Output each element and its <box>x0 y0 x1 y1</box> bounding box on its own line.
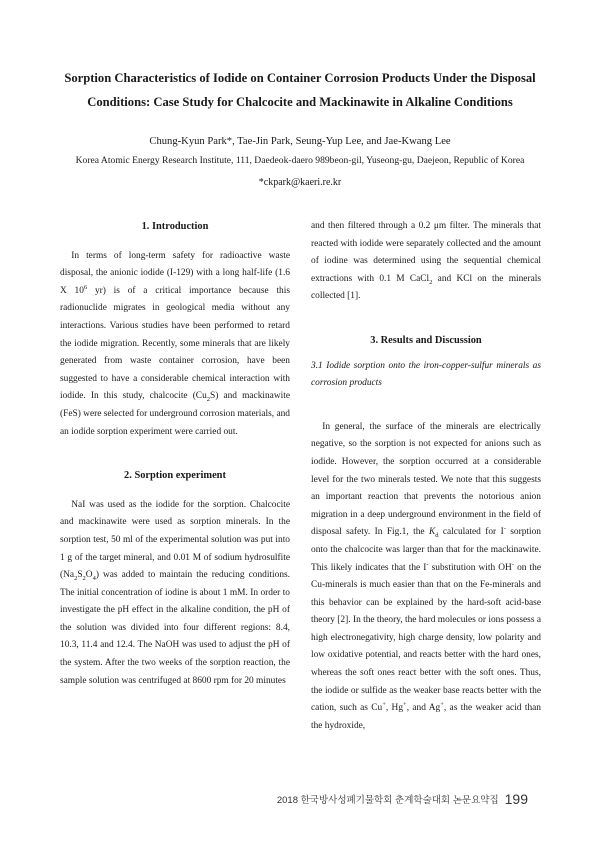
text-span: and KCl on the minerals collected [1]. <box>311 273 541 302</box>
corresponding-email: *ckpark@kaeri.re.kr <box>258 177 342 188</box>
text-span: ) was added to maintain the reducing conditions. The initial concentration of iodine is about 1 mM. In order to investigate the pH effect in the alkaline condition, the pH of the solution was divided into four different regions: 8.4, 10.3, 11.4 and 12.4. The NaOH was used to adjust the pH of the system. After the two weeks of the sorption reaction, the sample solution was centrifuged at 8600 rpm for 20 minutes <box>60 570 290 686</box>
superscript: + <box>382 701 386 709</box>
text-span: NaI was used as the iodide for the sorption. Chalcocite and mackinawite were used as sorption minerals. In the sorption test, 50 ml of the experimental solution was put into 1 g of the target mineral, and 0.01 M of sodium hydrosulfite (Na <box>60 499 290 581</box>
subscript: 4 <box>92 574 96 582</box>
text-span: yr) is of a critical importance because this radionuclide migrates in geological media without any interactions. Various studies have been performed to retard the iodide migration. Recently, some minerals that are likely generated from waste container corrosion, have been suggested to have a considerable chemical interaction with iodide. In this study, chalcocite (Cu <box>60 285 290 402</box>
superscript: 6 <box>83 283 88 291</box>
text-span: , Hg <box>385 703 404 714</box>
text-span: S <box>77 570 83 581</box>
text-span: In general, the surface of the minerals are electrically negative, so the sorption is not expected for anions such as iodide. However, the sorption occurred at a considerable level for the two minerals tested. We note that this suggests an important reaction that prevents the notorious anion migration in a deep underground environment in the field of disposal safety. In Fig.1, the <box>311 421 541 538</box>
superscript: - <box>503 525 506 533</box>
sorption-experiment-heading: 2. Sorption experiment <box>124 470 226 482</box>
superscript: - <box>511 560 514 568</box>
superscript: + <box>403 701 407 709</box>
subscript: 2 <box>74 574 78 582</box>
subscript: d <box>435 532 439 540</box>
paper-title <box>40 66 560 114</box>
kd-symbol: K <box>428 527 436 538</box>
title-line-2: Conditions: Case Study for Chalcocite and Mackinawite in Alkaline Conditions <box>87 95 513 109</box>
superscript: - <box>426 560 429 568</box>
page-number: 199 <box>504 790 528 807</box>
text-span: , and Ag <box>406 703 441 714</box>
text-span: and then filtered through a 0.2 μm filter. The minerals that reacted with iodide were separately collected and the amount of iodine was determined using the sequential chemical extractions with 0.1 M CaCl <box>311 221 541 284</box>
text-span: , as the weaker acid than the hydroxide, <box>311 703 541 731</box>
results-paragraph <box>311 419 541 736</box>
text-span: O <box>85 570 93 581</box>
text-span: In terms of long-term safety for radioactive waste disposal, the anionic iodide (I-129) with a long half-life (1.6 X 10 <box>60 250 290 296</box>
authors: Chung-Kyun Park*, Tae-Jin Park, Seung-Yup Lee, and Jae-Kwang Lee <box>149 136 451 147</box>
right-column <box>311 218 541 735</box>
proceedings-title: 2018 한국방사성폐기물학회 춘계학술대회 논문요약집 <box>276 794 499 806</box>
left-column <box>60 218 290 690</box>
text-span: sorption onto the chalcocite was larger than that for the mackinawite. This likely indicates that the I <box>311 527 541 573</box>
affiliation: Korea Atomic Energy Research Institute, 111, Daedeok-daero 989beon-gil, Yuseong-gu, Daejeon, Republic of Korea <box>75 155 525 166</box>
text-span: on the Cu-minerals is much easier than that on the Fe-minerals and this behavior can be explained by the hard-soft acid-base theory [2]. In the theory, the hard molecules or ions possess a high electronegativity, high charge density, low polarity and low oxidative potential, and reacts better with the hard ones, whereas the soft ones react better with the soft ones. Thus, the iodide or sulfide as the weaker base reacts better with the cation, such as Cu <box>311 562 541 714</box>
introduction-heading: 1. Introduction <box>141 221 209 232</box>
page-footer <box>277 790 528 808</box>
subscript: 2 <box>82 574 86 582</box>
sorption-experiment-paragraph-continued <box>311 218 541 306</box>
results-heading: 3. Results and Discussion <box>370 334 482 346</box>
text-span: calculated for I <box>438 527 504 538</box>
subscript: 2 <box>206 396 211 404</box>
subscript: 2 <box>429 278 433 286</box>
introduction-paragraph <box>60 248 290 442</box>
sorption-experiment-paragraph <box>60 497 290 691</box>
title-line-1: Sorption Characteristics of Iodide on Container Corrosion Products Under the Disposal <box>64 71 536 85</box>
text-span: S) and mackinawite (FeS) were selected for underground corrosion materials, and an iodide sorption experiment were carried out. <box>60 391 290 437</box>
results-subheading: 3.1 Iodide sorption onto the iron-copper-sulfur minerals as corrosion products <box>311 360 541 389</box>
superscript: + <box>440 701 444 709</box>
text-span: substitution with OH <box>428 562 512 573</box>
